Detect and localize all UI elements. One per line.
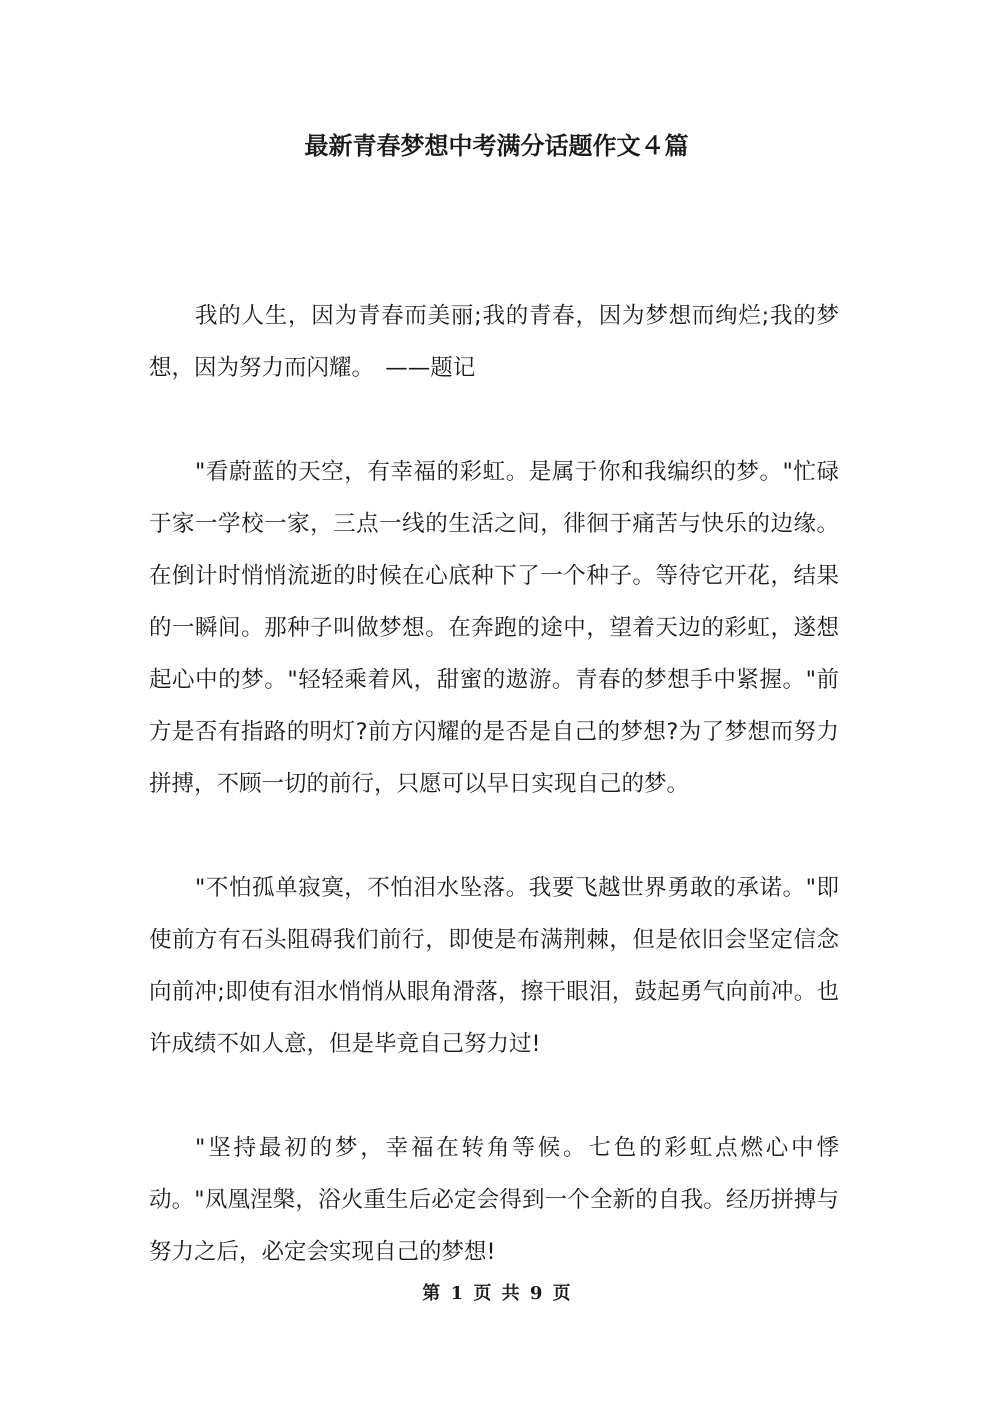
document-body: [149, 290, 839, 1278]
page-number-footer: 第 1 页 共 9 页: [422, 1283, 571, 1304]
paragraph-epigraph: 我的人生，因为青春而美丽;我的青春，因为梦想而绚烂;我的梦想，因为努力而闪耀。 ——题记: [149, 303, 839, 381]
paragraph-not-afraid: "不怕孤单寂寞，不怕泪水坠落。我要飞越世界勇敢的承诺。"即使前方有石头阻碍我们前行，即使是布满荆棘，但是依旧会坚定信念向前冲;即使有泪水悄悄从眼角滑落，擦干眼泪，鼓起勇气向前冲。也许成绩不如人意，但是毕竟自己努力过!: [149, 875, 839, 1057]
document-title: 最新青春梦想中考满分话题作文４篇: [304, 132, 689, 160]
paragraph-rainbow-dream: "看蔚蓝的天空，有幸福的彩虹。是属于你和我编织的梦。"忙碌于家一学校一家，三点一线的生活之间，徘徊于痛苦与快乐的边缘。在倒计时悄悄流逝的时候在心底种下了一个种子。等待它开花，结果的一瞬间。那种子叫做梦想。在奔跑的途中，望着天边的彩虹，遂想起心中的梦。"轻轻乘着风，甜蜜的遨游。青春的梦想手中紧握。"前方是否有指路的明灯?前方闪耀的是否是自己的梦想?为了梦想而努力拼搏，不顾一切的前行，只愿可以早日实现自己的梦。: [149, 459, 839, 797]
paragraph-persist: "坚持最初的梦，幸福在转角等候。七色的彩虹点燃心中悸动。"凤凰涅槃，浴火重生后必定会得到一个全新的自我。经历拼搏与努力之后，必定会实现自己的梦想!: [149, 1135, 839, 1265]
